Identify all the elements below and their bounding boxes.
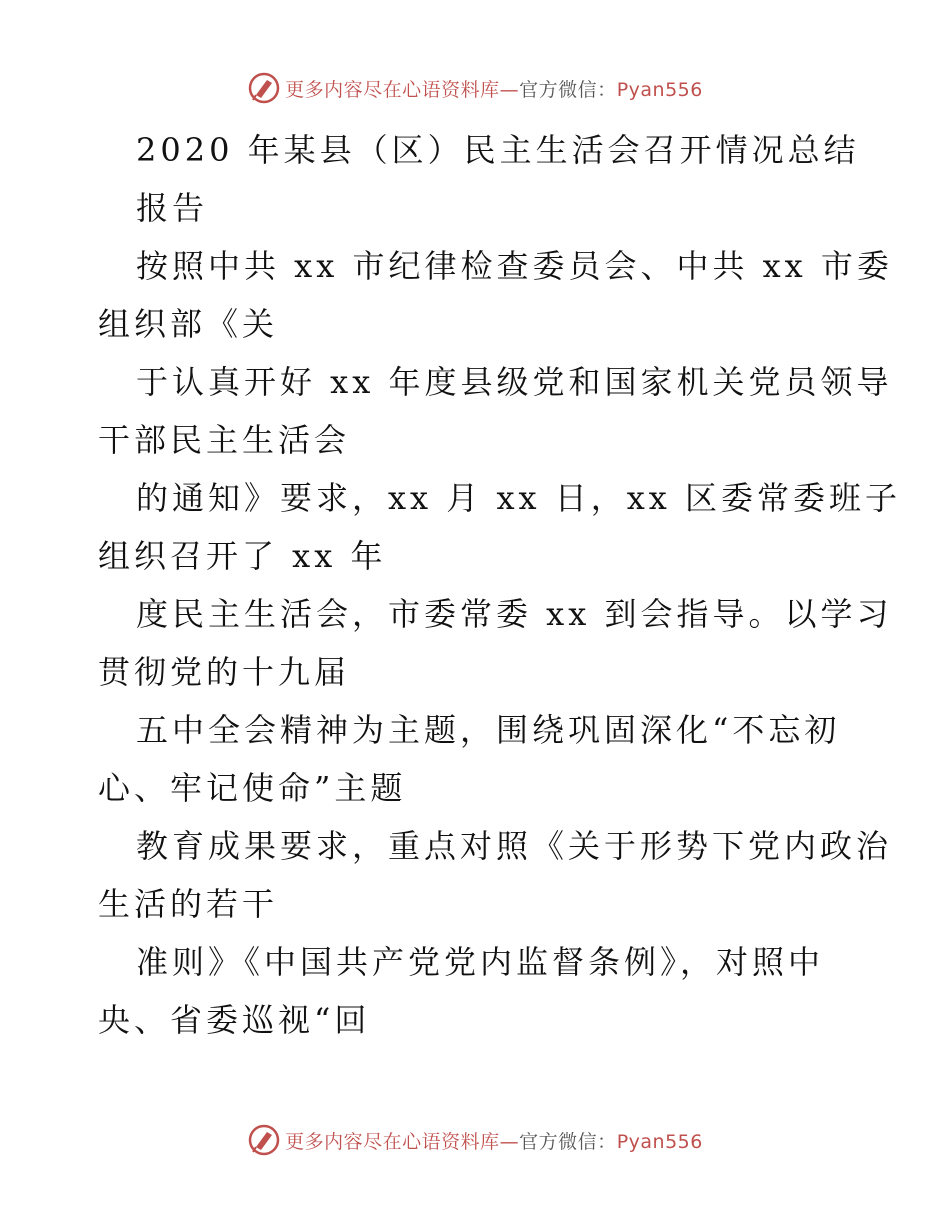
paragraph-line: 按照中共 xx 市纪律检查委员会、中共 xx 市委 [136, 247, 893, 285]
paragraph-line: 准则》《中国共产党党内监督条例》，对照中 [136, 943, 825, 981]
paragraph-line: 组织召开了 xx 年 [98, 537, 387, 575]
header-watermark [0, 70, 950, 106]
quill-logo-icon [247, 1123, 281, 1157]
header-separator: — [499, 78, 520, 101]
header-wechat-label: 官方微信： [519, 78, 617, 101]
paragraph-line: 央、省委巡视“回 [98, 1001, 371, 1039]
footer-separator: — [499, 1130, 520, 1153]
paragraph-line: 度民主生活会，市委常委 xx 到会指导。以学习 [136, 595, 893, 633]
paragraph-line: 教育成果要求，重点对照《关于形势下党内政治 [136, 827, 893, 865]
paragraph-line: 生活的若干 [98, 885, 279, 923]
paragraph-line: 贯彻党的十九届 [98, 653, 351, 691]
paragraph-line: 心、牢记使命”主题 [98, 769, 407, 807]
document-title-line-1: 2020 年某县（区）民主生活会召开情况总结 [136, 131, 860, 169]
footer-site-text: 更多内容尽在心语资料库 [285, 1130, 500, 1153]
paragraph-line: 组织部《关 [98, 305, 279, 343]
paragraph-line: 的通知》要求，xx 月 xx 日，xx 区委常委班子 [136, 479, 901, 517]
document-title-line-2: 报告 [136, 189, 209, 227]
footer-wechat-handle: Pyan556 [616, 1130, 703, 1153]
paragraph-line: 于认真开好 xx 年度县级党和国家机关党员领导 [136, 363, 893, 401]
quill-logo-icon [247, 71, 281, 105]
paragraph-line: 五中全会精神为主题，围绕巩固深化“不忘初 [136, 711, 841, 749]
footer-watermark [0, 1122, 950, 1158]
header-site-text: 更多内容尽在心语资料库 [285, 78, 500, 101]
header-wechat-handle: Pyan556 [616, 78, 703, 101]
paragraph-line: 干部民主生活会 [98, 421, 351, 459]
footer-wechat-label: 官方微信： [519, 1130, 617, 1153]
